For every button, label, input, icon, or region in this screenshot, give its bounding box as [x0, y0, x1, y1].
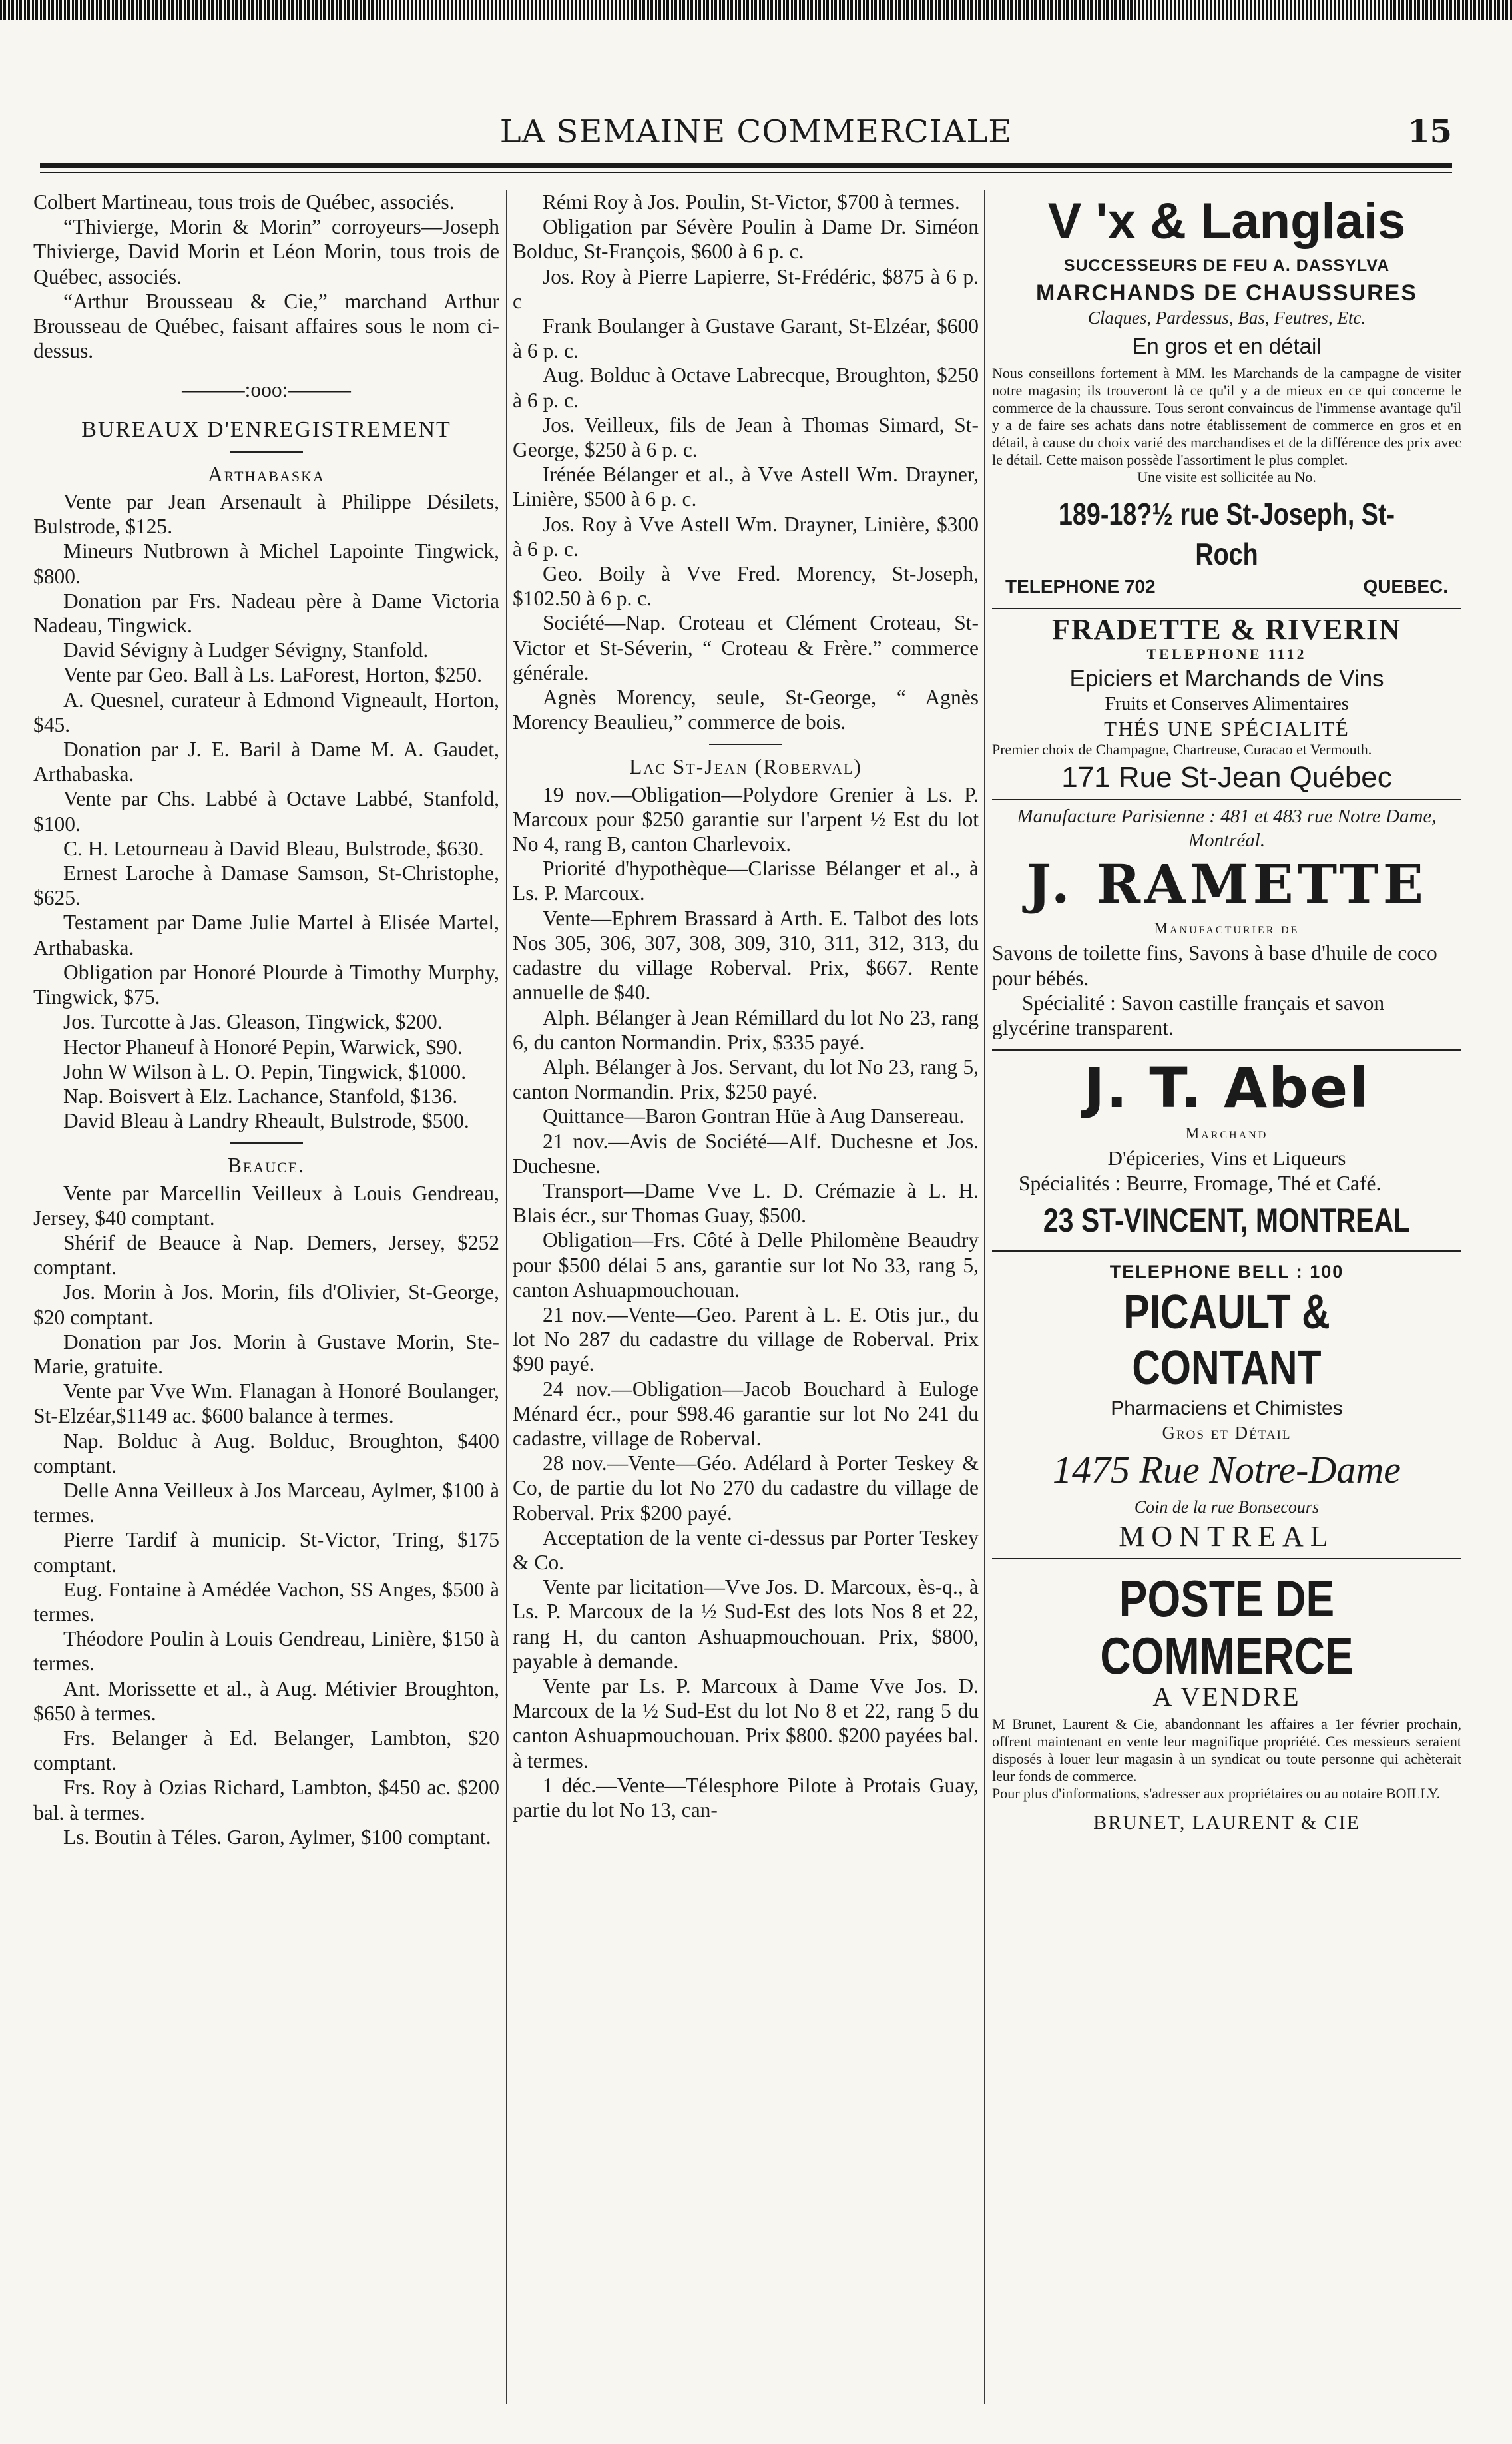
entry: 21 nov.—Avis de Société—Alf. Duchesne et Jos. Duchesne.: [513, 1129, 979, 1178]
entry: Nap. Boisvert à Elz. Lachance, Stanfold, $136.: [63, 1084, 458, 1108]
entry: 28 nov.—Vente—Géo. Adélard à Porter Teskey & Co, de partie du lot No 270 du cadastre du village de Roberval. Prix $200 payé.: [513, 1451, 979, 1525]
ad-address: 23 ST-VINCENT, MONTREAL: [1043, 1201, 1411, 1239]
ad-items: Claques, Pardessus, Bas, Feutres, Etc.: [1087, 308, 1366, 328]
ad-visit: Une visite est sollicitée au No.: [1137, 468, 1316, 485]
header-rule-thin: [40, 172, 1452, 173]
ad-name: V 'x & Langlais: [1047, 193, 1406, 250]
ad-mode: Gros et Détail: [1162, 1423, 1292, 1443]
column-3-ads: [992, 190, 1461, 2424]
entry: 24 nov.—Obligation—Jacob Bouchard à Euloge Ménard écr., pour $98.46 garantie sur lot No 241 du cadastre, village de Roberval.: [513, 1377, 979, 1450]
section-title: BUREAUX D'ENREGISTREMENT: [81, 417, 451, 442]
page-header: [0, 113, 1512, 153]
entry: Agnès Morency, seule, St-George, “ Agnès Morency Beaulieu,” commerce de bois.: [513, 686, 979, 734]
column-1: [33, 190, 499, 2424]
paragraph: “Thivierge, Morin & Morin” corroyeurs—Joseph Thivierge, David Morin et Léon Morin, tous trois de Québec, associés.: [33, 215, 499, 288]
ad-ramette: [992, 800, 1461, 1051]
entry: Obligation par Honoré Plourde à Timothy Murphy, Tingwick, $75.: [33, 960, 499, 1009]
entry: Shérif de Beauce à Nap. Demers, Jersey, $252 comptant.: [33, 1230, 499, 1280]
short-rule: [230, 1142, 303, 1144]
short-rule: [709, 744, 782, 745]
entry: Vente par Jean Arsenault à Philippe Désilets, Bulstrode, $125.: [33, 490, 499, 539]
entry: Irénée Bélanger et al., à Vve Astell Wm. Drayner, Linière, $500 à 6 p. c.: [513, 463, 979, 511]
entry: Pierre Tardif à municip. St-Victor, Tring, $175 comptant.: [33, 1528, 499, 1577]
ad-trade: MARCHANDS DE CHAUSSURES: [1035, 280, 1418, 306]
entry: Ant. Morissette et al., à Aug. Métivier Broughton, $650 à termes.: [33, 1676, 499, 1725]
entry: Aug. Bolduc à Octave Labrecque, Broughton, $250 à 6 p. c.: [513, 364, 979, 412]
entry: Jos. Veilleux, fils de Jean à Thomas Simard, St-George, $250 à 6 p. c.: [513, 413, 979, 462]
entry: Quittance—Baron Gontran Hüe à Aug Dansereau.: [543, 1104, 965, 1128]
ad-signature: BRUNET, LAURENT & CIE: [1093, 1812, 1360, 1834]
entry: Théodore Poulin à Louis Gendreau, Linière, $150 à termes.: [33, 1627, 499, 1676]
paragraph: Colbert Martineau, tous trois de Québec, associés.: [33, 190, 455, 214]
entry: Frank Boulanger à Gustave Garant, St-Elzéar, $600 à 6 p. c.: [513, 314, 979, 363]
ad-abel: [992, 1051, 1461, 1252]
ad-telephone: TELEPHONE BELL : 100: [1109, 1261, 1344, 1282]
short-rule: [230, 451, 303, 453]
entry: Frs. Roy à Ozias Richard, Lambton, $450 ac. $200 bal. à termes.: [33, 1776, 499, 1824]
entry: Acceptation de la vente ci-dessus par Porter Teskey & Co.: [513, 1525, 979, 1574]
entry: Nap. Bolduc à Aug. Bolduc, Broughton, $400 comptant.: [33, 1429, 499, 1477]
entry: Vente par Vve Wm. Flanagan à Honoré Boulanger, St-Elzéar,$1149 ac. $600 balance à termes.: [33, 1379, 499, 1428]
ad-info: Pour plus d'informations, s'adresser aux propriétaires ou au notaire BOILLY.: [992, 1785, 1441, 1802]
ad-trade: Epiciers et Marchands de Vins: [1069, 666, 1384, 692]
entry: Ernest Laroche à Damase Samson, St-Christophe, $625.: [33, 861, 499, 910]
paragraph: “Arthur Brousseau & Cie,” marchand Arthur Brousseau de Québec, faisant affaires sous le nom ci-dessus.: [33, 289, 499, 363]
entry: Priorité d'hypothèque—Clarisse Bélanger et al., à Ls. P. Marcoux.: [513, 857, 979, 905]
ad-fradette: [992, 609, 1461, 800]
ad-name: J. RAMETTE: [1026, 853, 1427, 916]
ad-langlais: [992, 190, 1461, 609]
ad-top: Manufacture Parisienne : 481 et 483 rue Notre Dame, Montréal.: [1017, 806, 1437, 852]
ad-body: Premier choix de Champagne, Chartreuse, Curacao et Vermouth.: [992, 741, 1372, 758]
entry: Vente par licitation—Vve Jos. D. Marcoux, ès-q., à Ls. P. Marcoux de la ½ Sud-Est des lots Nos 8 et 22, rang H, du canton Ashuapmouchouan. Prix, $800, payable à demande.: [513, 1575, 979, 1673]
ad-address: 189-18?½ rue St-Joseph, St-Roch: [1058, 496, 1395, 571]
ad-subtitle: SUCCESSEURS DE FEU A. DASSYLVA: [1063, 256, 1390, 275]
entry: Frs. Belanger à Ed. Belanger, Lambton, $20 comptant.: [33, 1726, 499, 1775]
entry: C. H. Letourneau à David Bleau, Bulstrode, $630.: [63, 836, 484, 860]
ad-address: 1475 Rue Notre-Dame: [1053, 1448, 1401, 1492]
entry: Obligation—Frs. Côté à Delle Philomène Beaudry pour $500 délai 5 ans, garantie sur lot No 33, rang 5, canton Ashuapmouchouan.: [513, 1228, 979, 1302]
entry: Vente par Marcellin Veilleux à Louis Gendreau, Jersey, $40 comptant.: [33, 1181, 499, 1230]
entry: John W Wilson à L. O. Pepin, Tingwick, $1000.: [63, 1059, 467, 1083]
entry: Vente par Chs. Labbé à Octave Labbé, Stanfold, $100.: [33, 787, 499, 836]
entry: David Sévigny à Ludger Sévigny, Stanfold.: [63, 638, 429, 662]
entry: Alph. Bélanger à Jean Rémillard du lot No 23, rang 6, du canton Normandin. Prix, $335 payé.: [513, 1005, 979, 1054]
ad-trade: Pharmaciens et Chimistes: [1111, 1397, 1343, 1420]
entry: Eug. Fontaine à Amédée Vachon, SS Anges, $500 à termes.: [33, 1577, 499, 1626]
ad-role: Marchand: [1185, 1125, 1268, 1142]
subsection-title: Beauce.: [227, 1154, 306, 1178]
ad-telephone-row: [992, 574, 1461, 599]
entry: Jos. Roy à Vve Astell Wm. Drayner, Linière, $300 à 6 p. c.: [513, 512, 979, 561]
column-2: [513, 190, 979, 2424]
entry: A. Quesnel, curateur à Edmond Vigneault, Horton, $45.: [33, 688, 499, 736]
divider-ornament: ———:ooo:———: [182, 378, 351, 402]
page-title: LA SEMAINE COMMERCIALE: [499, 113, 1013, 150]
ad-name: J. T. Abel: [1083, 1055, 1370, 1121]
ad-city: QUEBEC.: [1363, 575, 1448, 597]
ad-role: Manufacturier de: [1154, 920, 1300, 937]
ad-subtitle: A VENDRE: [1152, 1681, 1301, 1712]
entry: Geo. Boily à Vve Fred. Morency, St-Joseph, $102.50 à 6 p. c.: [513, 562, 979, 611]
entry: Société—Nap. Croteau et Clément Croteau, St-Victor et St-Séverin, “ Croteau & Frère.” commerce générale.: [513, 611, 979, 684]
entry: Vente par Geo. Ball à Ls. LaForest, Horton, $250.: [63, 663, 482, 687]
ad-name: PICAULT & CONTANT: [1123, 1286, 1330, 1395]
subsection-title: Arthabaska: [208, 462, 325, 486]
ad-city: MONTREAL: [1119, 1519, 1335, 1553]
entry: Transport—Dame Vve L. D. Crémazie à L. H. Blais écr., sur Thomas Guay, $500.: [513, 1178, 979, 1228]
ad-specialty: Spécialité : Savon castille français et savon glycérine transparent.: [992, 991, 1385, 1040]
entry: Jos. Morin à Jos. Morin, fils d'Olivier, St-George, $20 comptant.: [33, 1280, 499, 1329]
entry: Jos. Roy à Pierre Lapierre, St-Frédéric, $875 à 6 p. c: [513, 264, 979, 313]
entry: Jos. Turcotte à Jas. Gleason, Tingwick, $200.: [63, 1010, 443, 1034]
ad-address: 171 Rue St-Jean Québec: [1061, 761, 1392, 794]
column-divider-1: [506, 190, 507, 2404]
entry: Donation par J. E. Baril à Dame M. A. Gaudet, Arthabaska.: [33, 738, 499, 786]
scan-top-band: [0, 0, 1512, 20]
entry: Rémi Roy à Jos. Poulin, St-Victor, $700 à termes.: [543, 190, 960, 214]
ad-specialty: Spécialités : Beurre, Fromage, Thé et Café.: [1019, 1171, 1382, 1195]
ad-line: Fruits et Conserves Alimentaires: [1105, 693, 1349, 714]
ad-title: POSTE DE COMMERCE: [1100, 1569, 1354, 1685]
entry: Donation par Frs. Nadeau père à Dame Victoria Nadeau, Tingwick.: [33, 589, 499, 638]
ad-specialty: THÉS UNE SPÉCIALITÉ: [1104, 716, 1350, 740]
page-number: 15: [1407, 113, 1452, 150]
ad-telephone: TELEPHONE 1112: [1146, 646, 1307, 663]
ad-gros: En gros et en détail: [1132, 333, 1322, 358]
ad-body: Savons de toilette fins, Savons à base d'huile de coco pour bébés.: [992, 941, 1437, 990]
entry: Donation par Jos. Morin à Gustave Morin, Ste-Marie, gratuite.: [33, 1330, 499, 1378]
entry: Testament par Dame Julie Martel à Elisée Martel, Arthabaska.: [33, 911, 499, 959]
subsection-title: Lac St-Jean (Roberval): [629, 755, 862, 779]
ad-picault: [992, 1252, 1461, 1559]
entry: Vente—Ephrem Brassard à Arth. E. Talbot des lots Nos 305, 306, 307, 308, 309, 310, 311, 312, 313, du cadastre du village Roberval. Prix, $667. Rente annuelle de $40.: [513, 906, 979, 1005]
entry: Ls. Boutin à Téles. Garon, Aylmer, $100 comptant.: [63, 1825, 491, 1849]
ad-corner: Coin de la rue Bonsecours: [1134, 1497, 1320, 1517]
entry: Vente par Ls. P. Marcoux à Dame Vve Jos. D. Marcoux de la ½ Sud-Est du lot No 8 et 22, rang 5 du canton Ashuapmouchouan. Prix $800. $200 payées bal. à termes.: [513, 1674, 979, 1772]
ad-body: Nous conseillons fortement à MM. les Marchands de la campagne de visiter notre magasin; ils trouveront là ce qu'il y a de mieux en ce qui concerne le commerce de la chaussure. Tous seront convaincus de l'immense avantage qu'il y a de faire ses achats dans notre établissement de commerce en gros et en détail, à cause du choix varié des marchandises et de la différence des prix avec le détail. Cette maison possède l'assortiment le plus complet.: [992, 364, 1461, 468]
ad-trade: D'épiceries, Vins et Liqueurs: [1107, 1146, 1346, 1170]
entry: Hector Phaneuf à Honoré Pepin, Warwick, $90.: [63, 1035, 463, 1059]
ad-telephone: TELEPHONE 702: [1005, 575, 1156, 597]
ad-name: FRADETTE & RIVERIN: [1052, 613, 1401, 646]
entry: 21 nov.—Vente—Geo. Parent à L. E. Otis jur., du lot No 287 du cadastre du village de Roberval. Prix $90 payé.: [513, 1302, 979, 1376]
entry: 19 nov.—Obligation—Polydore Grenier à Ls. P. Marcoux pour $250 garantie sur l'arpent ½ Est du lot No 4, rang B, canton Charlevoix.: [513, 782, 979, 856]
entry: Alph. Bélanger à Jos. Servant, du lot No 23, rang 5, canton Normandin. Prix, $250 payé.: [513, 1055, 979, 1104]
entry: Obligation par Sévère Poulin à Dame Dr. Siméon Bolduc, St-François, $600 à 6 p. c.: [513, 215, 979, 264]
entry: David Bleau à Landry Rheault, Bulstrode, $500.: [63, 1109, 469, 1133]
column-divider-2: [984, 190, 985, 2404]
entry: 1 déc.—Vente—Télesphore Pilote à Protais Guay, partie du lot No 13, can-: [513, 1773, 979, 1822]
entry: Delle Anna Veilleux à Jos Marceau, Aylmer, $100 à termes.: [33, 1478, 499, 1527]
entry: Mineurs Nutbrown à Michel Lapointe Tingwick, $800.: [33, 539, 499, 588]
header-rule-thick: [40, 163, 1452, 168]
ad-poste: [992, 1559, 1461, 1835]
ad-body: M Brunet, Laurent & Cie, abandonnant les affaires a 1er février prochain, offrent maintenant en vente leur magnifique propriété. Ces messieurs seraient disposés à louer leur magasin à un syndicat ou toute personne qui achèterait leur fonds de commerce.: [992, 1716, 1461, 1785]
